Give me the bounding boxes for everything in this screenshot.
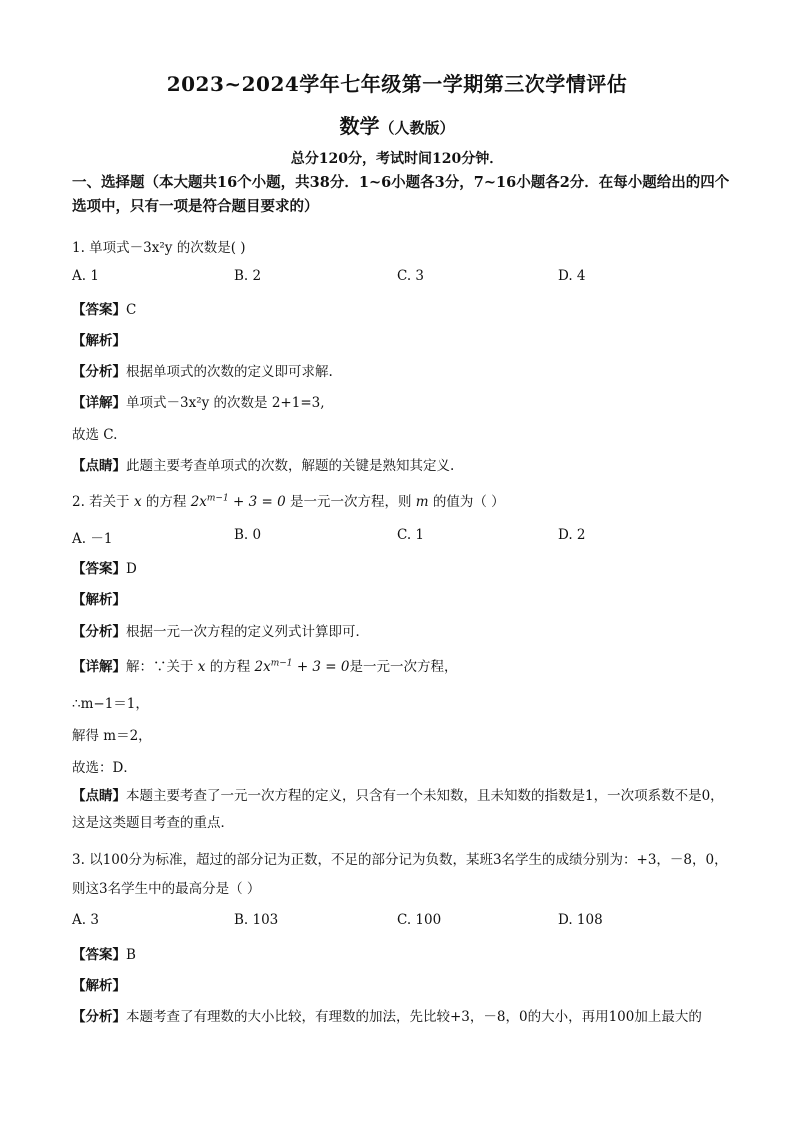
xiangjie-tag: 【详解】 — [72, 395, 126, 411]
q1-option-c: C. 3 — [397, 268, 425, 284]
q3-option-c: C. 100 — [397, 912, 442, 928]
answer-tag: 【答案】 — [72, 947, 126, 963]
fenxi-text: 根据单项式的次数的定义即可求解. — [126, 364, 333, 380]
edition-label: （人教版） — [379, 119, 455, 137]
q2-equation — [191, 494, 286, 510]
answer-tag: 【答案】 — [72, 561, 126, 577]
fenxi-text: 本题考查了有理数的大小比较，有理数的加法，先比较+3，－8，0的大小，再用100加上最大的 — [126, 1009, 702, 1025]
q3-fenxi — [72, 1005, 728, 1025]
xiangjie-equation — [255, 659, 350, 675]
dianjing-tag: 【点睛】 — [72, 788, 126, 804]
q2-fenxi — [72, 620, 369, 640]
subject-name: 数学 — [339, 114, 380, 138]
page-title: 2023~2024学年七年级第一学期第三次学情评估 — [166, 72, 628, 96]
dianjing-text: 此题主要考查单项式的次数，解题的关键是熟知其定义. — [126, 458, 455, 474]
q1-answer — [72, 298, 136, 318]
q3-option-a: A. 3 — [72, 912, 99, 928]
q2-stem — [72, 490, 505, 510]
q3-answer — [72, 943, 136, 963]
xiangjie-mid: 的方程 — [209, 659, 251, 675]
q2-stem-prefix: 2. 若关于 — [72, 494, 130, 510]
q3-option-d: D. 108 — [558, 912, 603, 928]
equation-tail: + 3 = 0 — [233, 494, 286, 510]
xiangjie-prefix: 解：∵关于 — [126, 659, 194, 675]
xiangjie-tag: 【详解】 — [72, 659, 126, 675]
fenxi-text: 根据一元一次方程的定义列式计算即可． — [126, 624, 369, 640]
q2-step2: 解得 m＝2， — [72, 728, 152, 744]
dianjing-tag: 【点睛】 — [72, 458, 126, 474]
q3-option-b: B. 103 — [234, 912, 279, 928]
q2-option-c: C. 1 — [397, 527, 425, 543]
equation-exponent: m−1 — [206, 493, 229, 504]
fenxi-tag: 【分析】 — [72, 624, 126, 640]
q1-stem: 1. 单项式－3x²y 的次数是( ) — [72, 240, 246, 256]
xiangjie-suffix: 是一元一次方程， — [349, 659, 458, 675]
answer-value: B — [126, 947, 136, 963]
section-heading: 一、选择题（本大题共16个小题，共38分．1~6小题各3分，7~16小题各2分．在每小题给出的四个选项中，只有一项是符合题目要求的） — [72, 174, 730, 215]
q2-stem-mid: 的方程 — [145, 494, 187, 510]
q3-analysis-tag: 【解析】 — [72, 978, 126, 994]
equation-base: 2x — [190, 494, 207, 510]
answer-value: C — [126, 302, 137, 318]
q1-fenxi — [72, 360, 333, 380]
q2-var-m: m — [415, 494, 429, 510]
q2-stem-suffix: 是一元一次方程，则 — [289, 494, 412, 510]
xiangjie-var-x: x — [197, 659, 206, 675]
q2-answer — [72, 557, 137, 577]
dianjing-text: 本题主要考查了一元一次方程的定义，只含有一个未知数，且未知数的指数是1，一次项系数不是0，这是这类题目考查的重点． — [72, 788, 724, 831]
q1-xiangjie — [72, 391, 325, 411]
equation-exponent: m−1 — [270, 658, 293, 669]
fenxi-tag: 【分析】 — [72, 1009, 126, 1025]
equation-base: 2x — [254, 659, 271, 675]
q1-analysis-tag: 【解析】 — [72, 333, 126, 349]
q1-dianjing — [72, 454, 454, 474]
equation-tail: + 3 = 0 — [296, 659, 350, 675]
q2-xiangjie — [72, 655, 458, 675]
q2-option-d: D. 2 — [558, 527, 586, 543]
q1-conclusion: 故选 C. — [72, 427, 118, 443]
answer-tag: 【答案】 — [72, 302, 126, 318]
q2-conclusion: 故选：D． — [72, 760, 137, 776]
answer-value: D — [126, 561, 137, 577]
q3-stem: 3. 以100分为标准，超过的部分记为正数，不足的部分记为负数，某班3名学生的成绩分别为：+3，－8，0，则这3名学生中的最高分是（ ） — [72, 852, 728, 897]
q2-var-x: x — [133, 494, 142, 510]
q2-step1: ∴m−1＝1， — [72, 696, 149, 712]
xiangjie-text: 单项式－3x²y 的次数是 2+1=3, — [126, 395, 325, 411]
q1-option-d: D. 4 — [558, 268, 586, 284]
q2-dianjing — [72, 783, 728, 837]
exam-note: 总分120分，考试时间120分钟． — [290, 151, 504, 167]
q2-stem-end: 的值为（ ） — [432, 494, 505, 510]
q2-option-a: A. －1 — [72, 531, 113, 547]
q2-option-b: B. 0 — [234, 527, 262, 543]
fenxi-tag: 【分析】 — [72, 364, 126, 380]
q1-option-b: B. 2 — [234, 268, 262, 284]
q2-analysis-tag: 【解析】 — [72, 592, 126, 608]
subject-title — [0, 110, 794, 139]
q1-option-a: A. 1 — [72, 268, 99, 284]
